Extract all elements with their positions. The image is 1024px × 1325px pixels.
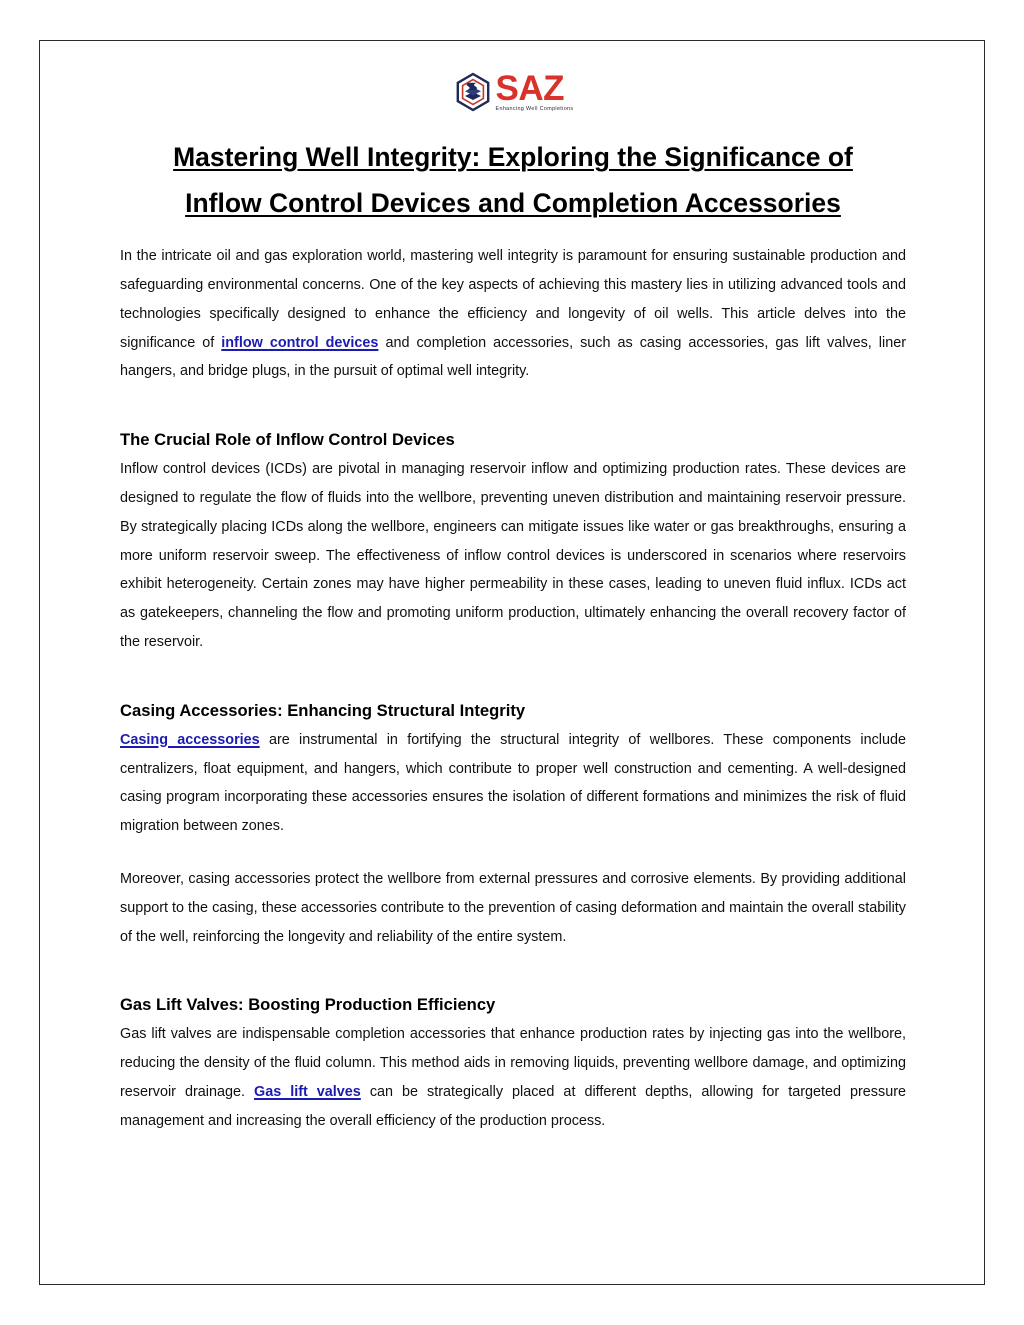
link-casing-accessories[interactable]: Casing accessories: [120, 731, 260, 748]
page-title-line-1: Mastering Well Integrity: Exploring the Significance of: [173, 142, 853, 172]
logo-text-wrap: [495, 68, 574, 113]
spacer: [120, 965, 906, 975]
saz-hexagon-logo-icon: [453, 72, 493, 112]
link-gas-lift-valves[interactable]: Gas lift valves: [254, 1083, 361, 1100]
page-title: [120, 135, 906, 226]
logo-wordmark: SAZ: [495, 68, 565, 108]
spacer: [120, 671, 906, 681]
intro-text-part-1: In the intricate oil and gas exploration world, mastering well integrity is paramount for ensuring sustainable production and safeguarding environmental concerns. One of the key aspects of achieving this mastery lies in utilizing advanced tools and technologies specifically designed to enhance the efficiency and longevity of oil wells. This article delves into the significance of: [120, 248, 906, 351]
document-content-area: [120, 61, 906, 1136]
section-2-paragraph-1-text: are instrumental in fortifying the structural integrity of wellbores. These components include centralizers, float equipment, and hangers, which contribute to proper well construction and cementing. A well-designed casing program incorporating these accessories ensures the isolation of different formations and minimizes the risk of fluid migration between zones.: [120, 731, 906, 835]
section-2-paragraph-2: Moreover, casing accessories protect the wellbore from external pressures and corrosive elements. By providing additional support to the casing, these accessories contribute to the prevention of casing deformation and maintain the overall stability of the well, reinforcing the longevity and reliability of the entire system.: [120, 870, 906, 945]
logo-lockup: [453, 68, 574, 113]
section-heading-gas-lift-valves: Gas Lift Valves: Boosting Production Efficiency: [120, 995, 496, 1015]
section-3-text-part-2: can be strategically placed at different depths, allowing for targeted pressure management and increasing the overall efficiency of the production process.: [120, 1083, 906, 1129]
section-3-paragraph-1: [120, 1020, 906, 1135]
company-logo: [120, 61, 906, 123]
logo-tagline: Enhancing Well Completions: [495, 105, 574, 112]
section-3-text-part-1: Gas lift valves are indispensable completion accessories that enhance production rates by injecting gas into the wellbore, reducing the density of the fluid column. This method aids in removing liquids, preventing wellbore damage, and optimizing reservoir drainage.: [120, 1026, 906, 1100]
section-heading-inflow-control-devices: The Crucial Role of Inflow Control Devices: [120, 430, 455, 450]
spacer: [120, 855, 906, 865]
page-title-line-2: Inflow Control Devices and Completion Accessories: [185, 187, 841, 218]
section-1-paragraph-1: Inflow control devices (ICDs) are pivotal in managing reservoir inflow and optimizing production rates. These devices are designed to regulate the flow of fluids into the wellbore, preventing uneven distribution and maintaining reservoir pressure. By strategically placing ICDs along the wellbore, engineers can mitigate issues like water or gas breakthroughs, ensuring a more uniform reservoir sweep. The effectiveness of inflow control devices is underscored in scenarios where reservoirs exhibit heterogeneity. Certain zones may have higher permeability in these cases, leading to uneven fluid influx. ICDs act as gatekeepers, channeling the flow and promoting uniform production, ultimately enhancing the overall recovery factor of the reservoir.: [120, 461, 906, 650]
section-heading-casing-accessories: Casing Accessories: Enhancing Structural Integrity: [120, 700, 526, 720]
intro-paragraph: [120, 242, 906, 386]
document-page-border: [39, 40, 985, 1285]
spacer: [120, 400, 906, 410]
section-2-paragraph-1: [120, 726, 906, 841]
intro-text-part-2: and completion accessories, such as casing accessories, gas lift valves, liner hangers, and bridge plugs, in the pursuit of optimal well integrity.: [120, 334, 906, 380]
link-inflow-control-devices[interactable]: inflow control devices: [221, 334, 379, 351]
